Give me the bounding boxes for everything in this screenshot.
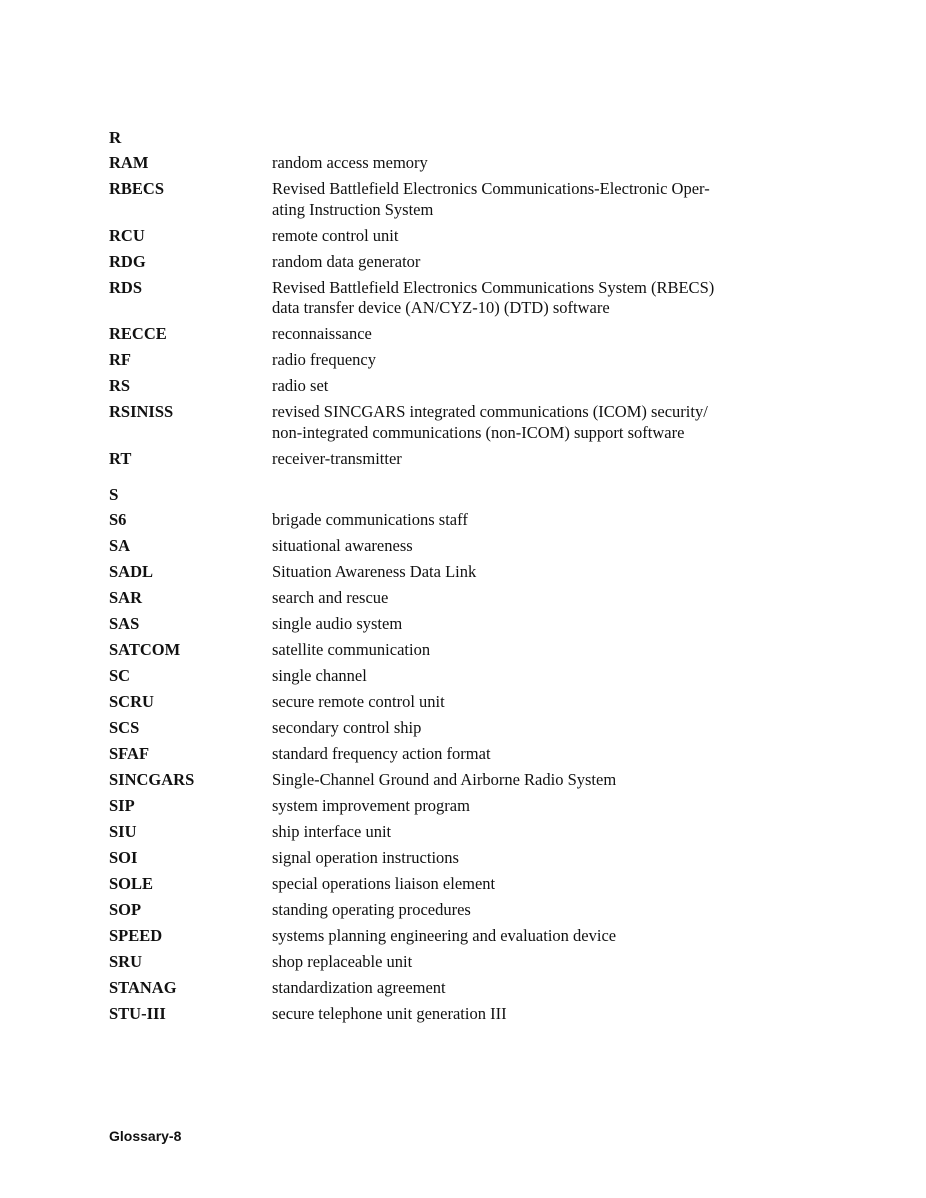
entry-definition [272, 614, 787, 635]
entry-definition [272, 640, 787, 661]
entry-definition [272, 770, 787, 791]
glossary-section-s [109, 484, 809, 1025]
glossary-entry [109, 640, 809, 661]
entry-definition [272, 1004, 787, 1025]
entry-definition [272, 692, 787, 713]
definition-line: shop replaceable unit [272, 952, 413, 971]
entry-term: RDG [109, 251, 146, 271]
entry-definition [272, 179, 787, 220]
glossary-entry [109, 1004, 809, 1025]
glossary-entry [109, 562, 809, 583]
entry-term: RS [109, 376, 131, 395]
definition-line: systems planning engineering and evaluation device [272, 926, 617, 945]
glossary-entry [109, 666, 809, 687]
glossary-entry [109, 614, 809, 635]
entry-term: SAS [109, 614, 140, 633]
glossary-entry [109, 324, 809, 345]
entry-term: SOLE [109, 874, 154, 893]
glossary-entry [109, 449, 809, 470]
glossary-entry [109, 153, 809, 174]
entry-term: SIU [109, 822, 137, 841]
definition-line: random data generator [272, 251, 421, 271]
definition-line: Revised Battlefield Electronics Communications-Electronic Oper- [272, 179, 710, 198]
glossary-entry [109, 179, 809, 220]
definition-line: standardization agreement [272, 978, 446, 997]
entry-definition [272, 874, 787, 895]
entry-term: SFAF [109, 744, 150, 763]
entry-definition [272, 402, 787, 443]
entry-term: SCRU [109, 692, 154, 711]
definition-line: system improvement program [272, 796, 470, 815]
glossary-entry [109, 376, 809, 397]
entry-definition [272, 324, 787, 345]
entry-term: SCS [109, 718, 140, 737]
entry-definition [272, 510, 787, 531]
definition-line: secure telephone unit generation III [272, 1004, 507, 1023]
entry-term: SATCOM [109, 640, 181, 659]
entry-term: SOI [109, 848, 138, 867]
definition-line: Situation Awareness Data Link [272, 562, 477, 581]
glossary-content [109, 127, 809, 1030]
glossary-entry [109, 226, 809, 247]
page-footer-label: Glossary-8 [109, 1128, 182, 1144]
entry-term: RBECS [109, 179, 165, 198]
glossary-entry [109, 718, 809, 739]
definition-line: data transfer device (AN/CYZ-10) (DTD) software [272, 298, 610, 317]
entry-term: SC [109, 666, 131, 685]
definition-line: secondary control ship [272, 718, 422, 737]
definition-line: radio frequency [272, 350, 376, 369]
glossary-entry [109, 252, 809, 273]
glossary-entry [109, 926, 809, 947]
definition-line: reconnaissance [272, 324, 372, 343]
entry-term: RAM [109, 153, 149, 172]
definition-line: satellite communication [272, 640, 431, 659]
glossary-entry [109, 874, 809, 895]
glossary-entry [109, 278, 809, 319]
entry-definition [272, 252, 787, 273]
definition-line: remote control unit [272, 225, 399, 245]
definition-line: random access memory [272, 153, 428, 172]
entry-definition [272, 153, 787, 174]
entry-definition [272, 718, 787, 739]
definition-line: ating Instruction System [272, 199, 434, 219]
entry-definition [272, 926, 787, 947]
definition-line: Revised Battlefield Electronics Communications System (RBECS) [272, 277, 715, 297]
entry-term: STANAG [109, 978, 177, 997]
entry-term: STU-III [109, 1004, 166, 1023]
entry-term: SPEED [109, 926, 163, 945]
section-letter: S [109, 485, 119, 504]
entry-definition [272, 278, 787, 319]
entry-definition [272, 376, 787, 397]
glossary-entry [109, 952, 809, 973]
entry-definition [272, 848, 787, 869]
entry-term: RF [109, 350, 131, 369]
section-letter: R [109, 128, 122, 147]
entry-term: RCU [109, 225, 145, 245]
definition-line: signal operation instructions [272, 848, 459, 867]
entry-term: SINCGARS [109, 770, 195, 789]
entry-definition [272, 226, 787, 247]
entry-term: SAR [109, 588, 143, 607]
entry-definition [272, 536, 787, 557]
definition-line: receiver-transmitter [272, 448, 402, 468]
entry-definition [272, 978, 787, 999]
glossary-entry [109, 536, 809, 557]
entry-definition [272, 449, 787, 470]
glossary-entry [109, 350, 809, 371]
definition-line: single audio system [272, 614, 403, 633]
definition-line: situational awareness [272, 536, 413, 555]
entry-term: RT [109, 448, 132, 468]
entry-definition [272, 822, 787, 843]
glossary-entry [109, 978, 809, 999]
definition-line: revised SINCGARS integrated communications (ICOM) security/ [272, 402, 708, 421]
entry-definition [272, 350, 787, 371]
entry-definition [272, 588, 787, 609]
glossary-section-r [109, 127, 809, 469]
definition-line: standard frequency action format [272, 744, 491, 763]
entry-definition [272, 562, 787, 583]
entry-term: RSINISS [109, 402, 174, 421]
glossary-entry [109, 744, 809, 765]
glossary-entry [109, 588, 809, 609]
entry-definition [272, 744, 787, 765]
definition-line: special operations liaison element [272, 874, 496, 893]
definition-line: non-integrated communications (non-ICOM) support software [272, 422, 685, 442]
glossary-entry [109, 796, 809, 817]
entry-term: SOP [109, 900, 142, 919]
definition-line: Single-Channel Ground and Airborne Radio System [272, 770, 617, 789]
definition-line: secure remote control unit [272, 692, 445, 711]
definition-line: single channel [272, 666, 367, 685]
entry-term: SA [109, 536, 131, 555]
entry-term: SRU [109, 952, 143, 971]
entry-definition [272, 666, 787, 687]
entry-term: RDS [109, 277, 143, 297]
glossary-entry [109, 402, 809, 443]
glossary-entry [109, 848, 809, 869]
glossary-entry [109, 822, 809, 843]
definition-line: radio set [272, 376, 329, 395]
definition-line: brigade communications staff [272, 510, 468, 529]
glossary-entry [109, 900, 809, 921]
entry-definition [272, 796, 787, 817]
entry-term: S6 [109, 510, 127, 529]
definition-line: standing operating procedures [272, 900, 471, 919]
entry-term: SADL [109, 562, 154, 581]
entry-definition [272, 952, 787, 973]
definition-line: ship interface unit [272, 822, 392, 841]
glossary-entry [109, 510, 809, 531]
entry-term: RECCE [109, 324, 167, 343]
definition-line: search and rescue [272, 588, 389, 607]
entry-term: SIP [109, 796, 135, 815]
entry-definition [272, 900, 787, 921]
glossary-entry [109, 692, 809, 713]
glossary-entry [109, 770, 809, 791]
